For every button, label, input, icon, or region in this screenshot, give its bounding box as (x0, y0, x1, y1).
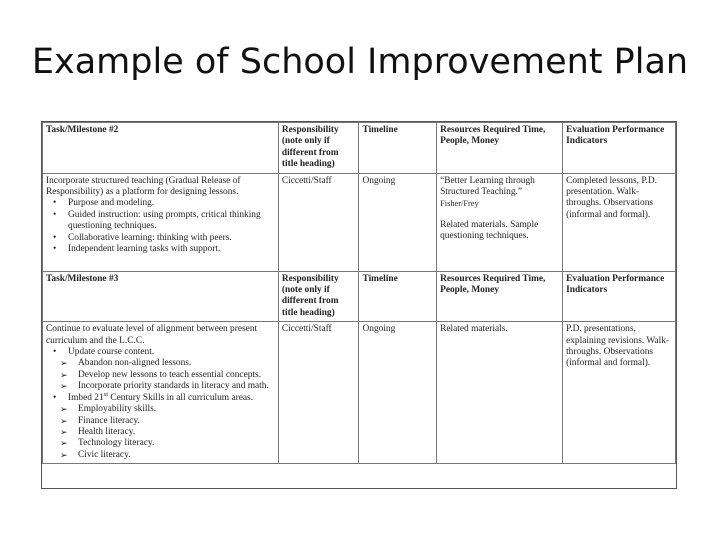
header-responsibility: Responsibility (note only if different from title heading) (278, 123, 359, 174)
table-header-row (43, 123, 676, 174)
list-item: • Update course content. (46, 347, 275, 358)
header-resources: Resources Required Time, People, Money (437, 271, 563, 322)
list-item: • Collaborative learning: thinking with peers. (46, 233, 275, 244)
timeline-cell: Ongoing (359, 322, 437, 464)
table-header-row (43, 271, 676, 322)
responsibility-cell: Ciccetti/Staff (278, 173, 359, 271)
sub-list-item: ➢ Incorporate priority standards in literacy and math. (46, 381, 275, 392)
bullet-text-superscript: st (103, 390, 109, 398)
list-item (46, 390, 275, 404)
resources-extra: Related materials. Sample questioning techniques. (440, 219, 539, 242)
header-evaluation: Evaluation Performance Indicators (563, 123, 676, 174)
slide-title: Example of School Improvement Plan (31, 42, 689, 82)
bullet-text-post: Century Skills in all curriculum areas. (108, 392, 254, 403)
sub-list-item: ➢ Civic literacy. (46, 450, 275, 461)
bullet-text-pre: Imbed 21 (68, 392, 104, 403)
table-row (43, 322, 676, 464)
table-row (43, 173, 676, 271)
resources-quote: “Better Learning through Structured Teaching.” (440, 175, 535, 198)
timeline-cell: Ongoing (359, 173, 437, 271)
resources-cell: Related materials. (437, 322, 563, 464)
header-timeline: Timeline (359, 123, 437, 174)
resources-cell (437, 173, 563, 271)
list-item: • Purpose and modeling. (46, 198, 275, 209)
sub-list-item: ➢ Abandon non-aligned lessons. (46, 358, 275, 369)
sub-list-item: ➢ Technology literacy. (46, 438, 275, 449)
header-responsibility: Responsibility (note only if different from title heading) (278, 271, 359, 322)
resources-author: Fisher/Frey (440, 199, 479, 209)
task-description: Incorporate structured teaching (Gradual Release of Responsibility) as a platform for designing lessons. (46, 175, 241, 198)
evaluation-cell: P.D. presentations, explaining revisions. Walk-throughs. Observations (informal and formal). (563, 322, 676, 464)
header-task-milestone-3: Task/Milestone #3 (43, 271, 279, 322)
sub-list-item: ➢ Employability skills. (46, 404, 275, 415)
list-item: • Guided instruction: using prompts, critical thinking questioning techniques. (46, 210, 275, 233)
sub-list-item: ➢ Develop new lessons to teach essential concepts. (46, 370, 275, 381)
task-cell (43, 322, 279, 464)
sub-list-item: ➢ Finance literacy. (46, 416, 275, 427)
improvement-plan-table (41, 121, 677, 489)
header-resources-label: Resources Required Time, People, Money (440, 125, 546, 147)
task-bullet-list (46, 347, 275, 461)
sub-list-item: ➢ Health literacy. (46, 427, 275, 438)
task-bullet-list (46, 198, 275, 255)
header-evaluation: Evaluation Performance Indicators (563, 271, 676, 322)
task-cell (43, 173, 279, 271)
responsibility-cell: Ciccetti/Staff (278, 322, 359, 464)
header-task-milestone-2: Task/Milestone #2 (43, 123, 279, 174)
list-item: • Independent learning tasks with support. (46, 244, 275, 255)
header-resources (437, 123, 563, 174)
evaluation-cell: Completed lessons, P.D. presentation. Walk-throughs. Observations (informal and formal). (563, 173, 676, 271)
header-timeline: Timeline (359, 271, 437, 322)
task-description: Continue to evaluate level of alignment between present curriculum and the L.C.C. (46, 324, 258, 346)
